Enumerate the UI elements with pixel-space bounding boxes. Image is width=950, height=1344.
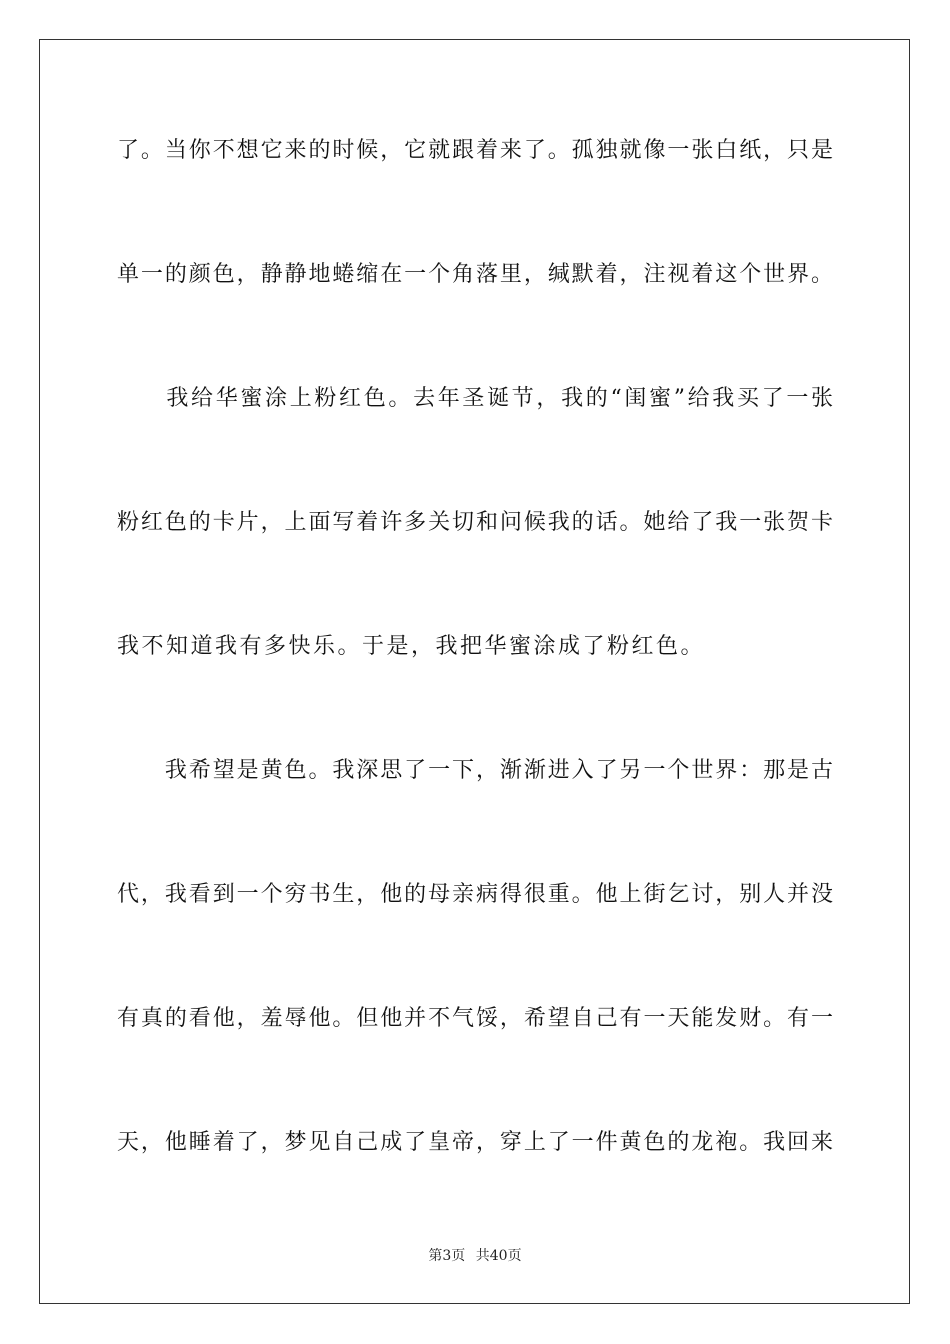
page-footer xyxy=(0,1246,950,1266)
text-line-4: 粉红色的卡片，上面写着许多关切和问候我的话。她给了我一张贺卡 xyxy=(117,510,833,535)
text-line-5: 我不知道我有多快乐。于是，我把华蜜涂成了粉红色。 xyxy=(117,634,706,659)
text-line-2: 单一的颜色，静静地蜷缩在一个角落里，缄默着，注视着这个世界。 xyxy=(117,262,833,287)
text-line-7: 代，我看到一个穷书生，他的母亲病得很重。他上街乞讨，别人并没 xyxy=(117,882,833,907)
text-line-6: 我希望是黄色。我深思了一下，渐渐进入了另一个世界：那是古 xyxy=(117,758,833,783)
text-line-9: 天，他睡着了，梦见自己成了皇帝，穿上了一件黄色的龙袍。我回来 xyxy=(117,1130,833,1155)
page-border xyxy=(39,39,910,1304)
page-number: 第3页 xyxy=(428,1248,466,1264)
page-total: 共40页 xyxy=(475,1248,522,1264)
text-line-1: 了。当你不想它来的时候，它就跟着来了。孤独就像一张白纸，只是 xyxy=(117,138,833,163)
text-line-8: 有真的看他，羞辱他。但他并不气馁，希望自己有一天能发财。有一 xyxy=(117,1006,833,1031)
text-line-3: 我给华蜜涂上粉红色。去年圣诞节，我的“闺蜜”给我买了一张 xyxy=(117,386,833,411)
